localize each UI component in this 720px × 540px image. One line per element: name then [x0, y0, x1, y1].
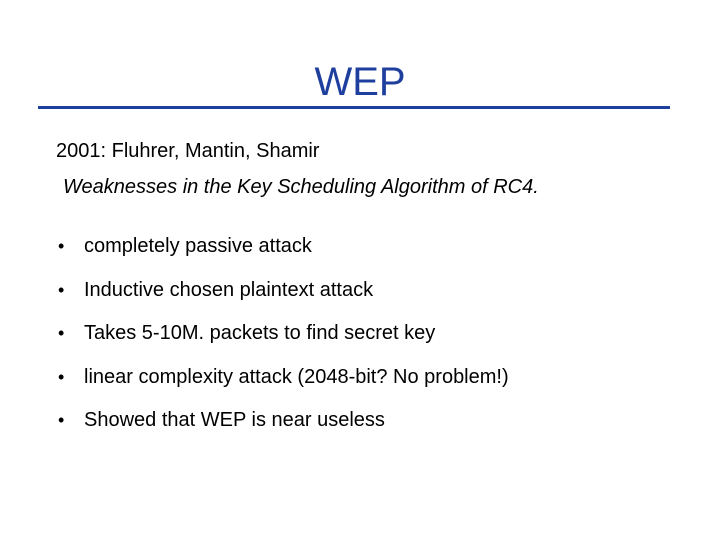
bullet-text: completely passive attack	[84, 235, 312, 257]
bullet-icon: •	[58, 323, 65, 343]
bullet-icon: •	[58, 236, 65, 256]
citation-paper-title: Weaknesses in the Key Scheduling Algorithm of RC4.	[63, 176, 539, 198]
bullet-list	[58, 233, 509, 451]
bullet-item	[58, 233, 509, 277]
citation-authors: 2001: Fluhrer, Mantin, Shamir	[56, 140, 320, 162]
bullet-item	[58, 277, 509, 321]
bullet-icon: •	[58, 410, 65, 430]
bullet-icon: •	[58, 366, 65, 387]
title-underline	[38, 106, 670, 109]
bullet-icon: •	[58, 279, 65, 300]
bullet-text: linear complexity attack (2048-bit? No problem!)	[84, 365, 509, 388]
bullet-item	[58, 364, 509, 408]
bullet-text: Showed that WEP is near useless	[84, 409, 385, 431]
bullet-text: Takes 5-10M. packets to find secret key	[84, 322, 436, 344]
slide-title: WEP	[314, 60, 406, 104]
bullet-item	[58, 407, 509, 451]
bullet-item	[58, 320, 509, 364]
bullet-text: Inductive chosen plaintext attack	[84, 278, 374, 301]
